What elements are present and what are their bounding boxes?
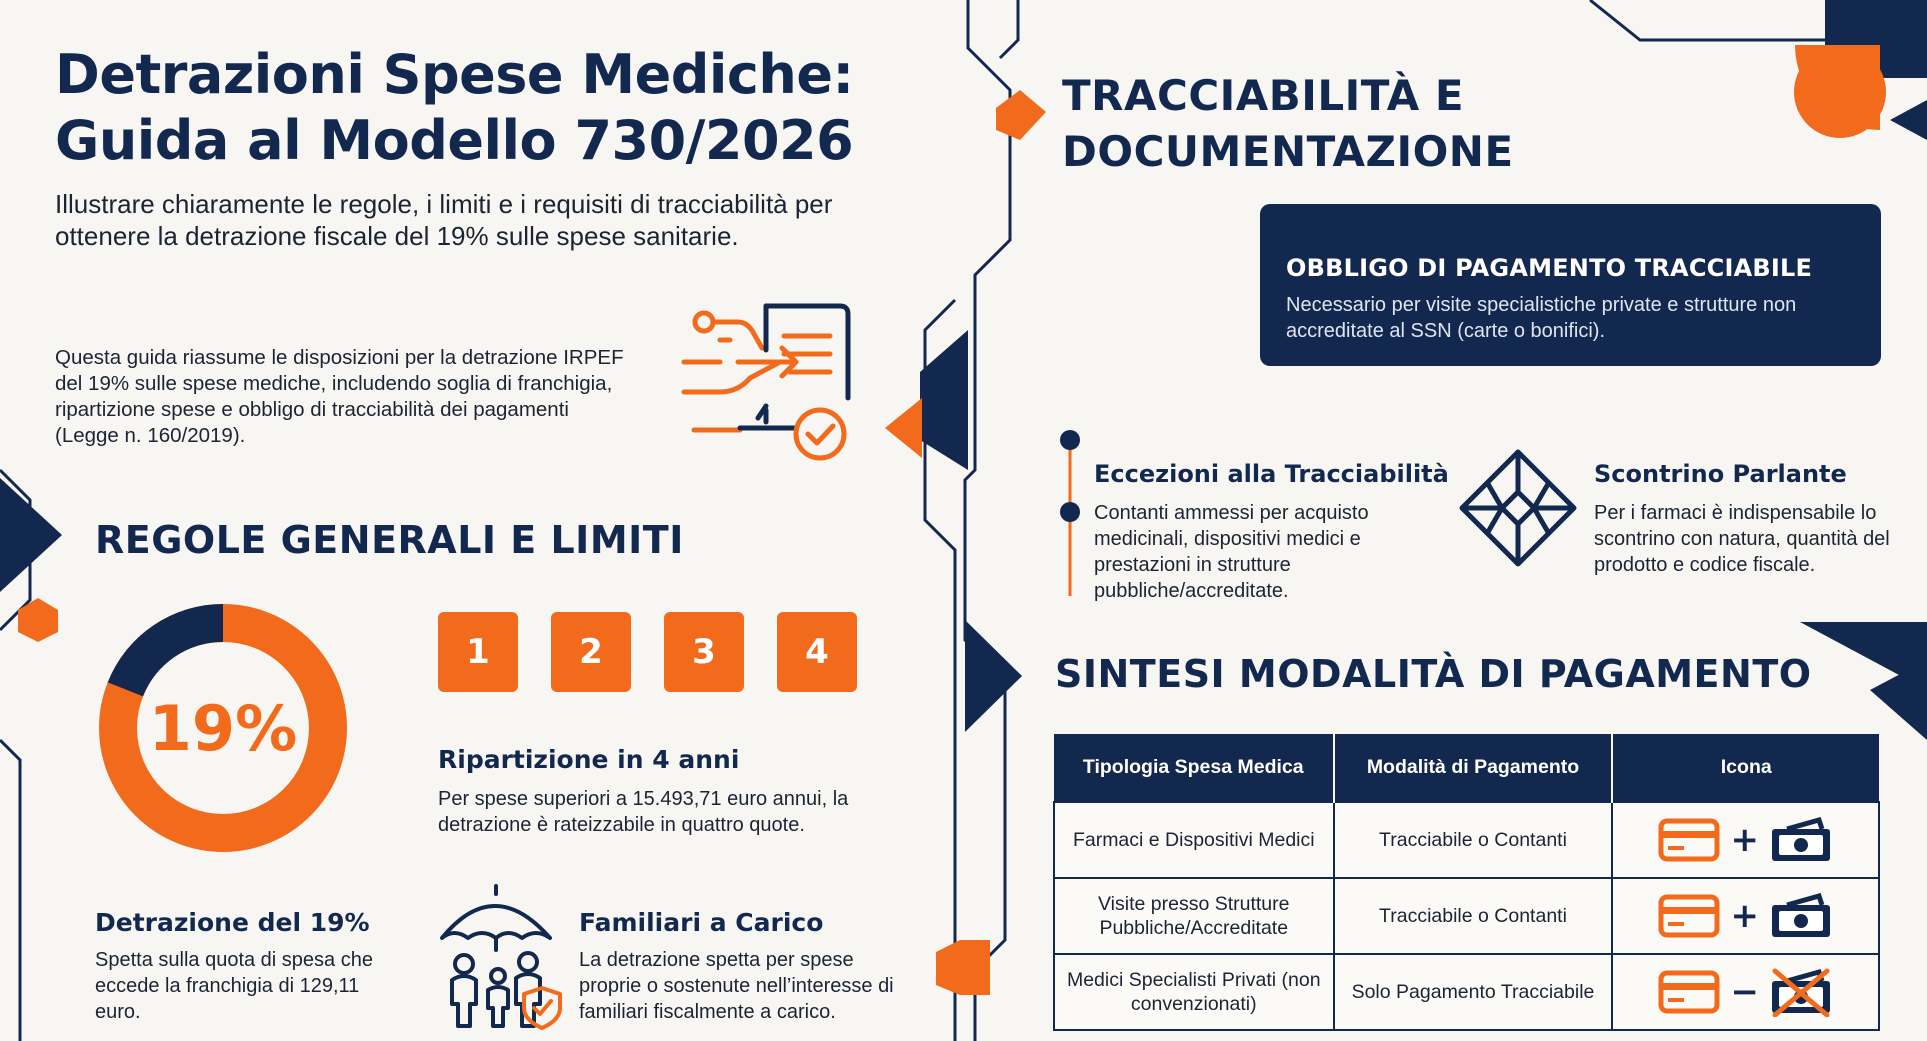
cell-tipologia: Visite presso Strutture Pubbliche/Accreditate — [1054, 878, 1334, 954]
table-row — [1054, 802, 1879, 878]
receipt-title: Scontrino Parlante — [1594, 460, 1847, 488]
traceable-payment-text: Necessario per visite specialistiche private e strutture non accreditate al SSN (carte o bonifici). — [1286, 294, 1797, 342]
family-umbrella-icon — [436, 880, 566, 1030]
traceable-payment-box — [1260, 204, 1881, 366]
exceptions-title: Eccezioni alla Tracciabilità — [1094, 460, 1449, 488]
deduction-text: Spetta sulla quota di spesa che eccede la franchigia di 129,11 euro. — [95, 949, 373, 1023]
number-tile-2: 2 — [551, 612, 631, 692]
table-row — [1054, 878, 1879, 954]
receipt-block — [1594, 460, 1894, 578]
rules-heading: REGOLE GENERALI E LIMITI — [95, 518, 684, 562]
family-title: Familiari a Carico — [579, 908, 824, 937]
trace-heading-line2: DOCUMENTAZIONE — [1062, 127, 1514, 176]
cell-icona — [1612, 878, 1879, 954]
family-text: La detrazione spetta per spese proprie o sostenute nell’interesse di familiari fiscalmente a carico. — [579, 949, 894, 1023]
minus-operator: − — [1730, 972, 1759, 1012]
cell-tipologia: Farmaci e Dispositivi Medici — [1054, 802, 1334, 878]
cash-crossed-icon — [1769, 967, 1833, 1017]
intro-text: Questa guida riassume le disposizioni per la detrazione IRPEF del 19% sulle spese mediche, includendo soglia di franchigia, ripartizione spese e obbligo di tracciabilità dei pagamenti (Legge n. 160/2019). — [55, 346, 624, 447]
donut-navy-arc — [125, 623, 223, 689]
split-title: Ripartizione in 4 anni — [438, 745, 740, 774]
page-subtitle: Illustrare chiaramente le regole, i limiti e i requisiti di tracciabilità per ottenere la detrazione fiscale del 19% sulle spese sanitarie. — [55, 189, 833, 251]
trace-heading-line1: TRACCIABILITÀ E — [1062, 71, 1465, 120]
cell-modalita: Solo Pagamento Tracciabile — [1334, 954, 1613, 1030]
number-tile-4: 4 — [777, 612, 857, 692]
number-tile-3: 3 — [664, 612, 744, 692]
cell-modalita: Tracciabile o Contanti — [1334, 802, 1613, 878]
receipt-diamond-icon — [1458, 448, 1578, 568]
family-block — [579, 908, 909, 1025]
exceptions-text: Contanti ammessi per acquisto medicinali, dispositivi medici e prestazioni in strutture pubbliche/accreditate. — [1094, 502, 1369, 602]
exceptions-block — [1094, 460, 1454, 604]
deduction-block — [95, 908, 385, 1025]
column-header-modalita: Modalità di Pagamento — [1334, 734, 1613, 802]
credit-card-icon — [1658, 894, 1720, 938]
page-title-line1: Detrazioni Spese Mediche: — [55, 43, 854, 106]
cell-icona — [1612, 802, 1879, 878]
cash-icon — [1769, 817, 1833, 863]
trace-heading — [1062, 68, 1582, 180]
table-row — [1054, 954, 1879, 1030]
page-title-line2: Guida al Modello 730/2026 — [55, 109, 854, 172]
plus-operator: + — [1730, 896, 1759, 936]
cash-icon — [1769, 893, 1833, 939]
donut-label: 19% — [148, 692, 298, 765]
timeline-icon — [1058, 428, 1082, 600]
summary-table — [1053, 734, 1880, 1031]
column-header-tipologia: Tipologia Spesa Medica — [1054, 734, 1334, 802]
credit-card-icon — [1658, 818, 1720, 862]
plus-operator: + — [1730, 820, 1759, 860]
summary-table-header — [1054, 734, 1879, 802]
cell-icona — [1612, 954, 1879, 1030]
summary-heading: SINTESI MODALITÀ DI PAGAMENTO — [1055, 652, 1812, 696]
column-header-icona: Icona — [1612, 734, 1879, 802]
deduction-title: Detrazione del 19% — [95, 908, 370, 937]
split-text: Per spese superiori a 15.493,71 euro annui, la detrazione è rateizzabile in quattro quote. — [438, 788, 849, 836]
document-check-icon — [680, 300, 860, 468]
donut-19-percent — [95, 600, 351, 856]
page-title — [55, 42, 935, 174]
traceable-payment-title: OBBLIGO DI PAGAMENTO TRACCIABILE — [1286, 254, 1813, 282]
cell-modalita: Tracciabile o Contanti — [1334, 878, 1613, 954]
receipt-text: Per i farmaci è indispensabile lo scontrino con natura, quantità del prodotto e codice fiscale. — [1594, 502, 1890, 576]
number-tile-1: 1 — [438, 612, 518, 692]
credit-card-icon — [1658, 970, 1720, 1014]
split-block — [438, 745, 878, 838]
cell-tipologia: Medici Specialisti Privati (non convenzionati) — [1054, 954, 1334, 1030]
